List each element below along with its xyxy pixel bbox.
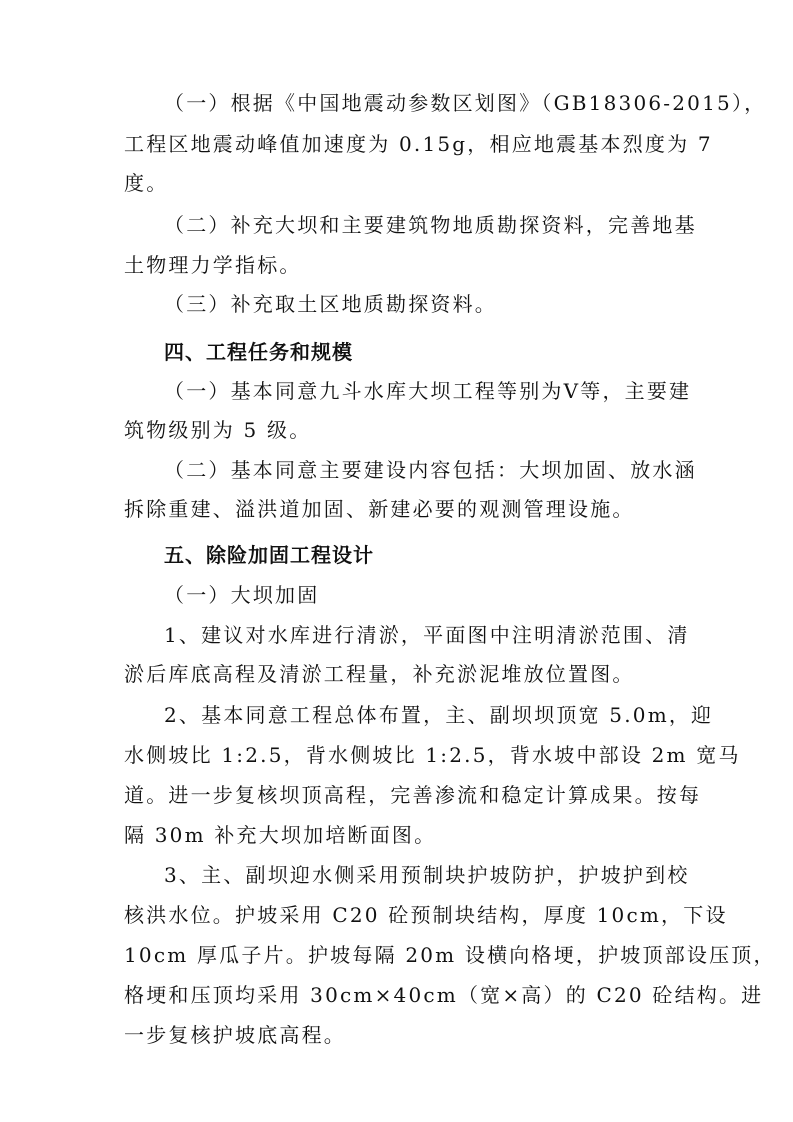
paragraph-slope-line-4: 格埂和压顶均采用 30cm×40cm（宽×高）的 C20 砼结构。进 [124, 983, 764, 1007]
paragraph-slope-line-2: 核洪水位。护坡采用 C20 砼预制块结构，厚度 10cm，下设 [124, 903, 728, 927]
paragraph-construction-line-1: （二）基本同意主要建设内容包括：大坝加固、放水涵 [164, 458, 697, 482]
paragraph-seismic-line-2: 工程区地震动峰值加速度为 0.15g，相应地震基本烈度为 7 [124, 132, 713, 156]
paragraph-dredging-line-2: 淤后库底高程及清淤工程量，补充淤泥堆放位置图。 [124, 662, 635, 686]
paragraph-seismic-line-3: 度。 [124, 171, 169, 195]
paragraph-grade-line-1: （一）基本同意九斗水库大坝工程等别为Ⅴ等，主要建 [164, 379, 692, 403]
section-heading-design: 五、除险加固工程设计 [164, 543, 374, 567]
paragraph-slope-line-1: 3、主、副坝迎水侧采用预制块护坡防护，护坡护到校 [164, 863, 690, 887]
paragraph-layout-line-1: 2、基本同意工程总体布置，主、副坝坝顶宽 5.0m，迎 [164, 703, 714, 727]
paragraph-grade-line-2: 筑物级别为 5 级。 [124, 418, 312, 442]
paragraph-dredging-line-1: 1、建议对水库进行清淤，平面图中注明清淤范围、清 [164, 623, 690, 647]
paragraph-seismic-line-1: （一）根据《中国地震动参数区划图》（GB18306-2015）， [164, 91, 767, 115]
paragraph-construction-line-2: 拆除重建、溢洪道加固、新建必要的观测管理设施。 [124, 497, 635, 521]
paragraph-borrow-area: （三）补充取土区地质勘探资料。 [164, 292, 497, 316]
paragraph-layout-line-3: 道。进一步复核坝顶高程，完善渗流和稳定计算成果。按每 [124, 783, 702, 807]
paragraph-layout-line-4: 隔 30m 补充大坝加培断面图。 [124, 823, 437, 847]
section-heading-task-scale: 四、工程任务和规模 [164, 340, 353, 364]
paragraph-geology-line-1: （二）补充大坝和主要建筑物地质勘探资料，完善地基 [164, 213, 697, 237]
paragraph-slope-line-5: 一步复核护坡底高程。 [124, 1023, 346, 1047]
paragraph-geology-line-2: 土物理力学指标。 [124, 253, 302, 277]
subsection-heading-dam: （一）大坝加固 [164, 583, 320, 607]
paragraph-slope-line-3: 10cm 厚瓜子片。护坡每隔 20m 设横向格埂，护坡顶部设压顶， [124, 943, 776, 967]
paragraph-layout-line-2: 水侧坡比 1:2.5，背水侧坡比 1:2.5，背水坡中部设 2m 宽马 [124, 743, 741, 767]
